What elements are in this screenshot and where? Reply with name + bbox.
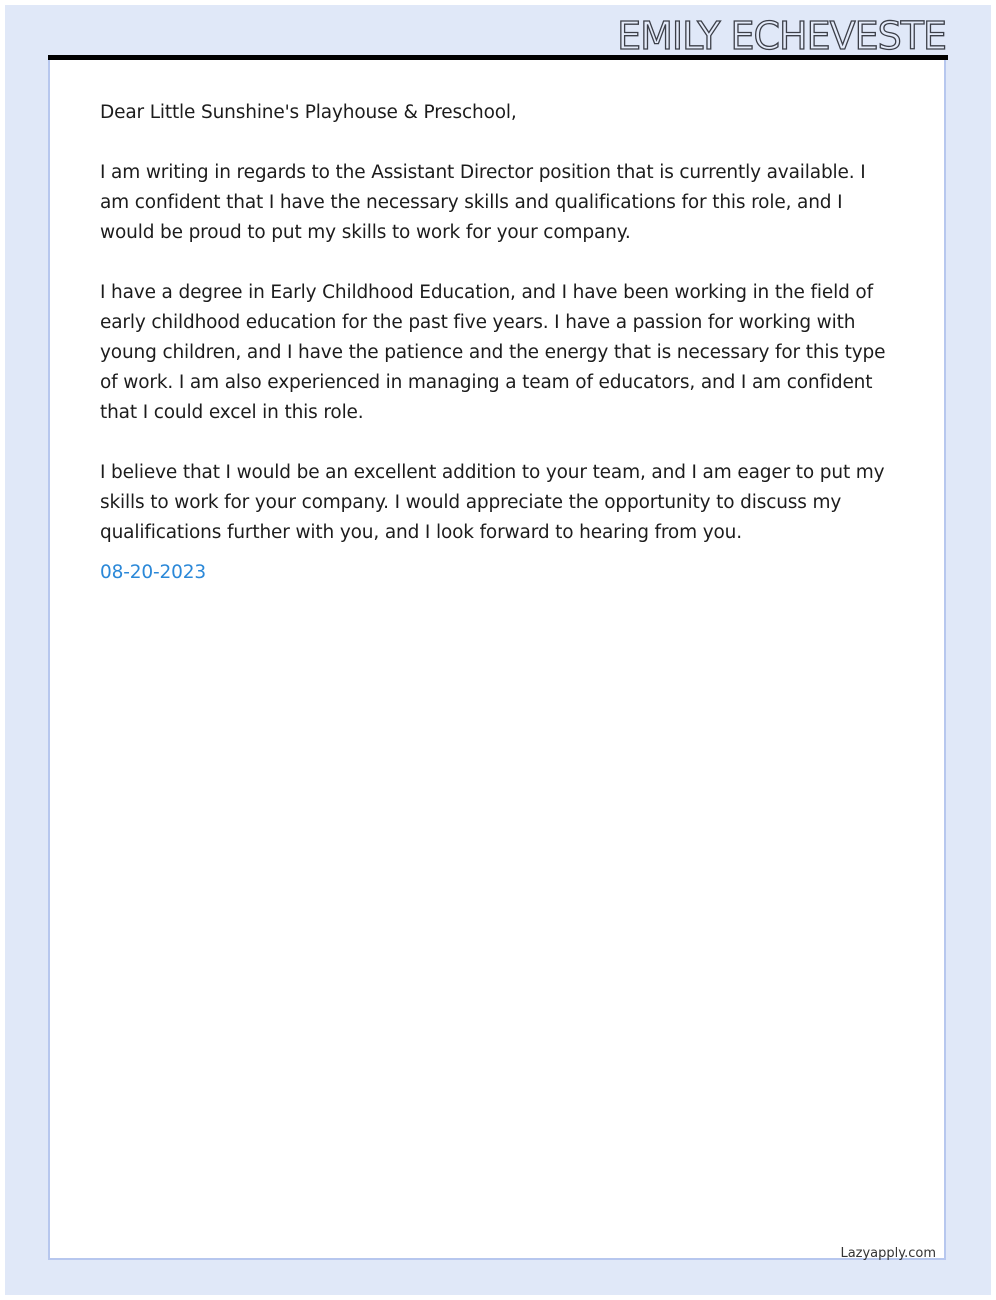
letter-paragraph-1: I am writing in regards to the Assistant Director position that is currently available. I am confident that I have the necessary skills and qualifications for this role, and I would be proud to put my skills to work for your company. [100, 162, 866, 243]
applicant-name: EMILY ECHEVESTE [617, 14, 946, 58]
letter-greeting: Dear Little Sunshine's Playhouse & Preschool, [100, 102, 517, 123]
letter-body [100, 98, 900, 618]
letter-date: 08-20-2023 [100, 562, 207, 583]
letter-paragraph-2: I have a degree in Early Childhood Education, and I have been working in the field of early childhood education for the past five years. I have a passion for working with young children, and I have the patience and the energy that is necessary for this type of work. I am also experienced in managing a team of educators, and I am confident that I could excel in this role. [100, 282, 886, 423]
letter-paragraph-3: I believe that I would be an excellent addition to your team, and I am eager to put my skills to work for your company. I would appreciate the opportunity to discuss my qualifications further with you, and I look forward to hearing from you. [100, 462, 885, 543]
footer-watermark: Lazyapply.com [840, 1246, 936, 1261]
